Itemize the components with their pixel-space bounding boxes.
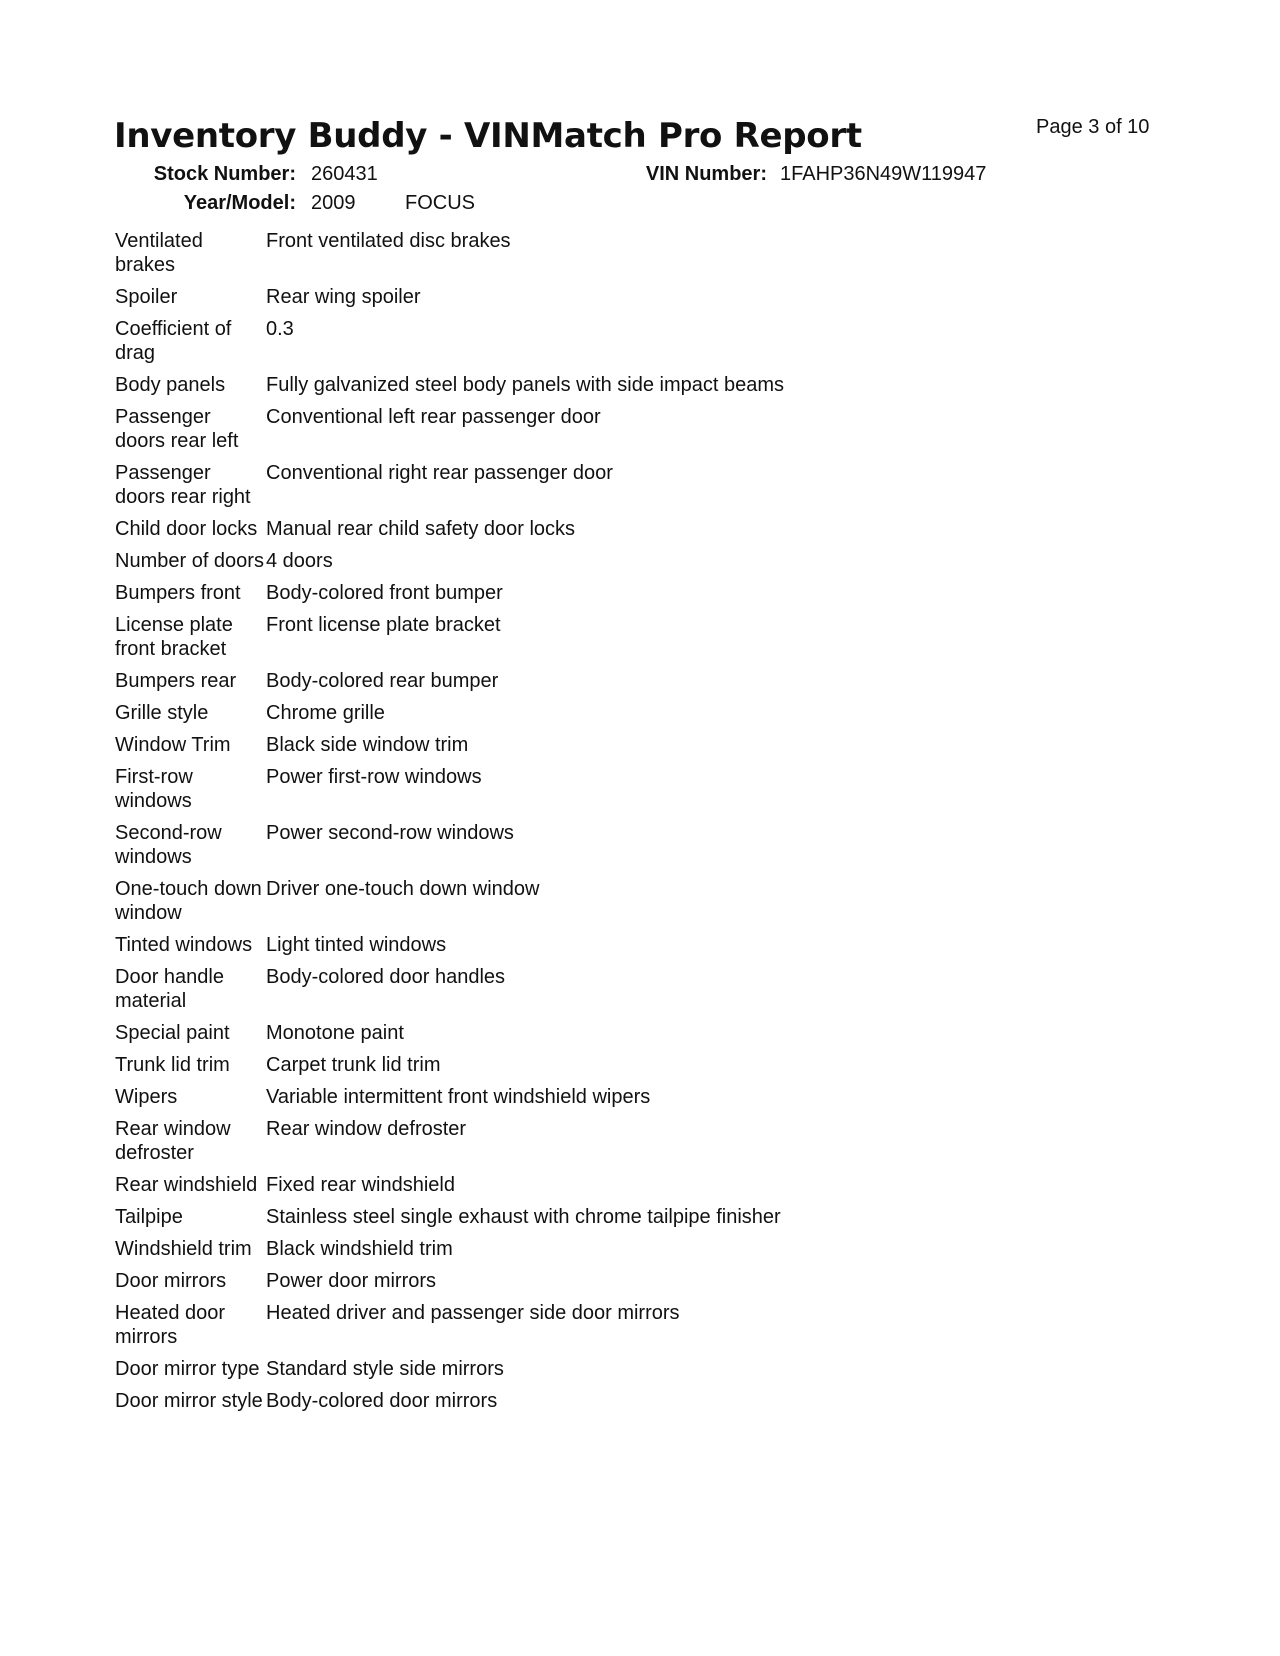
spec-name: One-touch down window [115,878,262,924]
spec-value: Power first-row windows [266,766,482,788]
spec-name: Door mirror type [115,1358,260,1380]
spec-row [115,933,1115,965]
spec-name: Windshield trim [115,1238,252,1260]
year-model-label: Year/Model: [183,192,296,214]
spec-name: Spoiler [115,286,178,308]
spec-row [115,517,1115,549]
spec-name: Heated door mirrors [115,1302,226,1348]
spec-row [115,1117,1115,1173]
spec-row [115,229,1115,285]
spec-value: Standard style side mirrors [266,1358,504,1380]
spec-value: Black windshield trim [266,1238,453,1260]
spec-value: Rear wing spoiler [266,286,421,308]
spec-name: Ventilated brakes [115,230,203,276]
spec-name: Child door locks [115,518,258,540]
spec-name: Special paint [115,1022,230,1044]
spec-row [115,613,1115,669]
spec-name: Door mirrors [115,1270,227,1292]
spec-row [115,405,1115,461]
spec-name: Trunk lid trim [115,1054,230,1076]
spec-name: Wipers [115,1086,178,1108]
spec-row [115,461,1115,517]
spec-row [115,701,1115,733]
spec-row [115,965,1115,1021]
spec-value: Manual rear child safety door locks [266,518,576,540]
spec-value: 4 doors [266,550,333,572]
spec-row [115,821,1115,877]
spec-row [115,1301,1115,1357]
spec-name: Coefficient of drag [115,318,232,364]
stock-number-label: Stock Number: [153,163,296,185]
year-value: 2009 [311,192,356,214]
spec-name: Number of doors [115,550,264,572]
vin-number-label: VIN Number: [645,163,767,185]
spec-value: Fully galvanized steel body panels with side impact beams [266,374,785,396]
spec-value: Conventional right rear passenger door [266,462,613,484]
spec-name: License plate front bracket [115,614,233,660]
spec-name: Passenger doors rear right [115,462,251,508]
spec-value: Body-colored door handles [266,966,506,988]
spec-value: Body-colored rear bumper [266,670,499,692]
spec-value: Driver one-touch down window [266,878,540,900]
spec-value: Black side window trim [266,734,469,756]
spec-name: Rear windshield [115,1174,258,1196]
spec-value: Power second-row windows [266,822,514,844]
spec-row [115,1237,1115,1269]
spec-row [115,1021,1115,1053]
spec-row [115,733,1115,765]
spec-name: Body panels [115,374,226,396]
spec-row [115,1053,1115,1085]
spec-row [115,1389,1115,1421]
spec-row [115,877,1115,933]
spec-value: Carpet trunk lid trim [266,1054,441,1076]
spec-name: Rear window defroster [115,1118,231,1164]
spec-value: Fixed rear windshield [266,1174,455,1196]
spec-name: Passenger doors rear left [115,406,239,452]
spec-value: Rear window defroster [266,1118,467,1140]
spec-name: Second-row windows [115,822,222,868]
spec-name: First-row windows [115,766,193,812]
spec-value: Chrome grille [266,702,385,724]
spec-name: Bumpers front [115,582,241,604]
spec-value: Power door mirrors [266,1270,437,1292]
spec-value: Conventional left rear passenger door [266,406,601,428]
spec-row [115,1085,1115,1117]
spec-value: Front ventilated disc brakes [266,230,511,252]
spec-row [115,765,1115,821]
spec-value: Monotone paint [266,1022,404,1044]
spec-row [115,1173,1115,1205]
spec-value: Body-colored door mirrors [266,1390,498,1412]
spec-row [115,1205,1115,1237]
spec-value: 0.3 [266,318,294,340]
spec-row [115,549,1115,581]
vin-number-value: 1FAHP36N49W119947 [780,163,987,185]
spec-row [115,317,1115,373]
spec-value: Variable intermittent front windshield wipers [266,1086,651,1108]
spec-table [115,229,1115,1421]
stock-number-value: 260431 [311,163,378,185]
spec-value: Front license plate bracket [266,614,501,636]
spec-row [115,373,1115,405]
spec-table-body [115,229,1115,1421]
spec-name: Door mirror style [115,1390,263,1412]
spec-name: Door handle material [115,966,224,1012]
spec-row [115,669,1115,701]
spec-row [115,581,1115,613]
spec-value: Body-colored front bumper [266,582,503,604]
spec-row [115,1269,1115,1301]
spec-name: Window Trim [115,734,231,756]
model-value: FOCUS [405,192,475,214]
spec-value: Light tinted windows [266,934,447,956]
spec-name: Tailpipe [115,1206,183,1228]
spec-row [115,1357,1115,1389]
spec-name: Grille style [115,702,209,724]
spec-row [115,285,1115,317]
spec-value: Stainless steel single exhaust with chrome tailpipe finisher [266,1206,781,1228]
page-indicator: Page 3 of 10 [1036,116,1150,138]
spec-name: Tinted windows [115,934,253,956]
spec-value: Heated driver and passenger side door mirrors [266,1302,680,1324]
spec-name: Bumpers rear [115,670,237,692]
report-title: Inventory Buddy - VINMatch Pro Report [114,116,862,156]
